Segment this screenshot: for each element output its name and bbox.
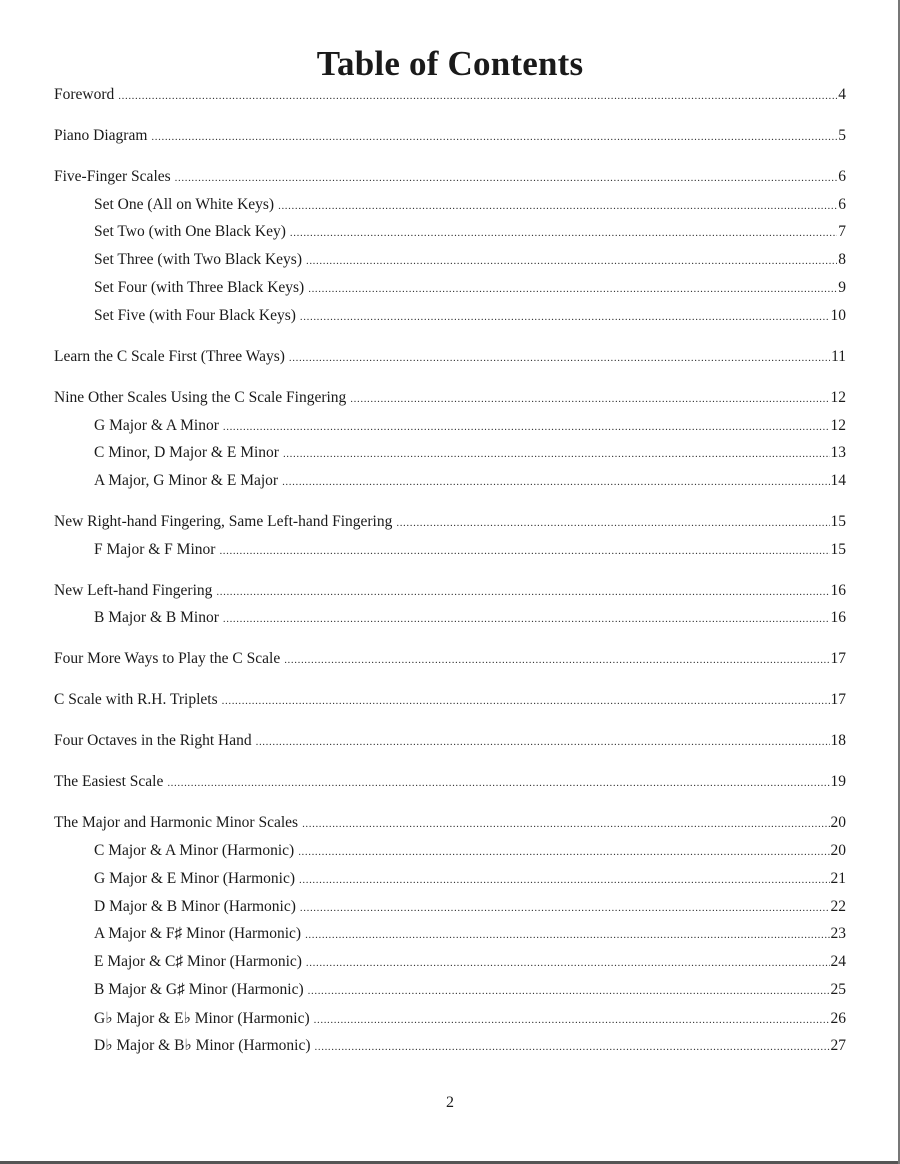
dot-leader <box>299 874 829 886</box>
toc-entry-page: 17 <box>830 650 846 667</box>
toc-entry-page: 16 <box>830 609 846 626</box>
dot-leader <box>223 613 830 625</box>
toc-entry <box>54 582 846 606</box>
dot-leader <box>284 654 829 666</box>
toc-entry-page: 21 <box>830 870 846 887</box>
toc-entry <box>94 444 846 468</box>
dot-leader <box>306 957 830 969</box>
toc-entry-title: Piano Diagram <box>54 127 148 144</box>
toc-entry-page: 20 <box>830 814 846 831</box>
toc-entry-page: 22 <box>830 898 846 915</box>
toc-entry-page: 13 <box>830 444 846 461</box>
toc-entry <box>94 842 846 866</box>
toc-entry-title: Five-Finger Scales <box>54 168 171 185</box>
toc-entry <box>94 472 846 496</box>
toc-entry <box>54 389 846 413</box>
toc-entry-title: C Minor, D Major & E Minor <box>94 444 279 461</box>
dot-leader <box>222 695 830 707</box>
toc-entry <box>94 307 846 331</box>
dot-leader <box>315 1041 830 1053</box>
toc-entry <box>94 953 846 977</box>
toc-entry-title: F Major & F Minor <box>94 541 216 558</box>
toc-entry <box>94 870 846 894</box>
toc-entry-title: Set Five (with Four Black Keys) <box>94 307 296 324</box>
toc-entry <box>94 981 846 1005</box>
toc-entry <box>94 1009 846 1033</box>
dot-leader <box>216 586 829 598</box>
toc-entry-title: E Major & C♯ Minor (Harmonic) <box>94 953 302 970</box>
toc-entry-title: Foreword <box>54 86 115 103</box>
toc-entry-page: 11 <box>831 348 846 365</box>
dot-leader <box>283 448 830 460</box>
toc-entry-title: C Scale with R.H. Triplets <box>54 691 218 708</box>
toc-entry <box>54 650 846 674</box>
toc-entry <box>94 1036 846 1060</box>
toc-entry-title: A Major & F♯ Minor (Harmonic) <box>94 925 302 942</box>
toc-entry-page: 14 <box>830 472 846 489</box>
toc-entry <box>54 732 846 756</box>
dot-leader <box>298 846 829 858</box>
toc-entry-page: 18 <box>830 732 846 749</box>
dot-leader <box>151 131 837 143</box>
dot-leader <box>306 255 837 267</box>
dot-leader <box>167 777 829 789</box>
toc-entry <box>94 196 846 220</box>
toc-entry-page: 7 <box>838 223 846 240</box>
toc-entry <box>54 691 846 715</box>
toc-entry <box>54 814 846 838</box>
dot-leader <box>219 545 829 557</box>
dot-leader <box>302 818 829 830</box>
toc-entry-page: 19 <box>830 773 846 790</box>
toc-entry <box>94 925 846 949</box>
dot-leader <box>305 929 829 941</box>
toc-entry-title: G Major & A Minor <box>94 417 219 434</box>
toc-entry-page: 4 <box>838 86 846 103</box>
toc-entry-page: 25 <box>830 981 846 998</box>
toc-entry <box>94 279 846 303</box>
toc-entry-title: D♭ Major & B♭ Minor (Harmonic) <box>94 1037 311 1054</box>
toc-entry-page: 27 <box>830 1037 846 1054</box>
toc-entry-page: 12 <box>830 389 846 406</box>
toc-entry-page: 9 <box>838 279 846 296</box>
toc-entry <box>54 127 846 151</box>
toc-entry-title: Four More Ways to Play the C Scale <box>54 650 281 667</box>
dot-leader <box>118 90 837 102</box>
toc-entry-title: C Major & A Minor (Harmonic) <box>94 842 295 859</box>
toc-entry-page: 24 <box>830 953 846 970</box>
dot-leader <box>256 736 830 748</box>
toc-entry-page: 5 <box>838 127 846 144</box>
dot-leader <box>282 476 829 488</box>
dot-leader <box>308 283 837 295</box>
toc-entry <box>94 223 846 247</box>
dot-leader <box>289 352 830 364</box>
dot-leader <box>278 200 837 212</box>
toc-entry <box>54 168 846 192</box>
toc-entry-title: The Easiest Scale <box>54 773 164 790</box>
dot-leader <box>314 1014 830 1026</box>
toc-entry-page: 8 <box>838 251 846 268</box>
toc-entry-title: Set Three (with Two Black Keys) <box>94 251 302 268</box>
toc-entry <box>54 773 846 797</box>
toc-entry-title: Set Two (with One Black Key) <box>94 223 286 240</box>
toc-entry-page: 6 <box>838 196 846 213</box>
toc-entry <box>54 513 846 537</box>
toc-entry <box>54 348 846 372</box>
toc-entry <box>94 609 846 633</box>
toc-entry-page: 6 <box>838 168 846 185</box>
toc-entry-page: 15 <box>830 513 846 530</box>
toc-entry-page: 12 <box>830 417 846 434</box>
toc-entry-title: D Major & B Minor (Harmonic) <box>94 898 296 915</box>
toc-entry-page: 26 <box>830 1010 846 1027</box>
toc-entry <box>94 417 846 441</box>
toc-entry-title: The Major and Harmonic Minor Scales <box>54 814 299 831</box>
toc-entry-title: G Major & E Minor (Harmonic) <box>94 870 296 887</box>
toc-entry-title: Set Four (with Three Black Keys) <box>94 279 305 296</box>
dot-leader <box>175 172 838 184</box>
toc-entry-page: 16 <box>830 582 846 599</box>
toc-entry-page: 23 <box>830 925 846 942</box>
toc-entry <box>94 251 846 275</box>
toc-entry-page: 15 <box>830 541 846 558</box>
page-title: Table of Contents <box>316 44 584 83</box>
dot-leader <box>396 517 829 529</box>
toc-entry-title: Set One (All on White Keys) <box>94 196 275 213</box>
toc-entry-title: Learn the C Scale First (Three Ways) <box>54 348 285 365</box>
dot-leader <box>308 985 830 997</box>
toc-entry-title: New Right-hand Fingering, Same Left-hand Fingering <box>54 513 393 530</box>
toc-entry-title: G♭ Major & E♭ Minor (Harmonic) <box>94 1010 310 1027</box>
toc-entry-title: B Major & G♯ Minor (Harmonic) <box>94 981 304 998</box>
dot-leader <box>300 902 830 914</box>
toc-entry-title: Four Octaves in the Right Hand <box>54 732 252 749</box>
dot-leader <box>290 227 837 239</box>
toc-entry-page: 20 <box>830 842 846 859</box>
toc-entry <box>94 541 846 565</box>
toc-entry <box>94 898 846 922</box>
page-number: 2 <box>446 1094 454 1111</box>
dot-leader <box>300 311 830 323</box>
dot-leader <box>223 421 830 433</box>
toc-entry-page: 10 <box>830 307 846 324</box>
toc-entry-title: A Major, G Minor & E Major <box>94 472 279 489</box>
toc-entry-page: 17 <box>830 691 846 708</box>
toc-entry-title: New Left-hand Fingering <box>54 582 213 599</box>
toc-entry-title: B Major & B Minor <box>94 609 219 626</box>
toc-entry <box>54 86 846 110</box>
toc-entry-title: Nine Other Scales Using the C Scale Fingering <box>54 389 347 406</box>
dot-leader <box>350 393 829 405</box>
